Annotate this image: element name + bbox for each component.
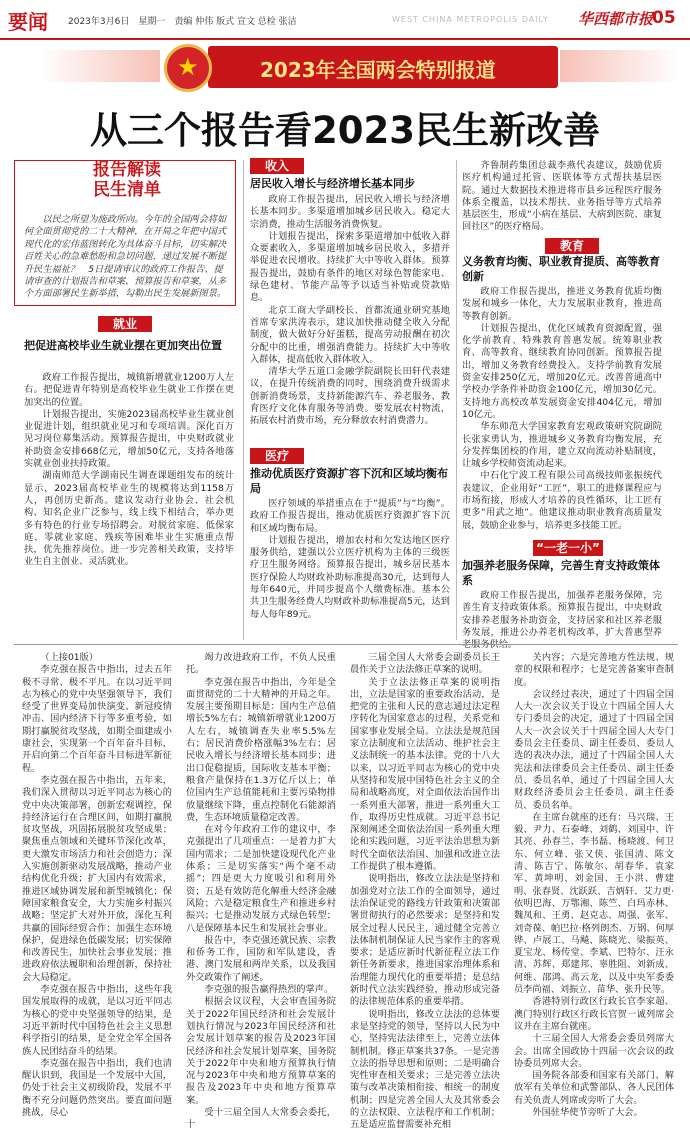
sidebar-intro: 以民之所望为施政所向。今年的全国两会将如何全面贯彻党的二十大精神，在开局之年把中国式现代化的宏伟蓝图转化为具体奋斗目标，切实解决百姓关心的急难愁盼和急切问题，递过发展不断提升民生福祉？ 5日提请审议的政府工作报告、提请审查的计划报告和草案、预算报告和草案，从多个方面部署民生新举措，勾勒出民生发展新图景。 — [24, 214, 227, 300]
english-masthead: WEST CHINA METROPOLIS DAILY — [392, 15, 549, 24]
subhead-jiuye: 把促进高校毕业生就业摆在更加突出位置 — [24, 339, 222, 352]
paragraph: 李克强在报告中指出，五年来，我们深入贯彻以习近平同志为核心的党中央决策部署，创新宏观调控，保持经济运行在合理区间，如期打赢脱贫攻坚战，巩固拓展脱贫攻坚成果；聚焦重点领域和关键环节深化改革，更大激发市场活力和社会创造力；深入实施创新驱动发展战略，推动产业结构优化升级；扩大国内有效需求，推进区域协调发展和新型城镇化；保障国家粮食安全，大力实施乡村振兴战略；坚定扩大对外开放，深化互利共赢的国际经贸合作；加强生态环境保护，促进绿色低碳发展；切实保障和改善民生，加快社会事业发展；推进政府依法履职和治理创新，保持社会大局稳定。 — [22, 774, 172, 983]
paragraph: 李克强的报告赢得热烈的掌声。 — [204, 984, 334, 996]
column-divider — [243, 160, 244, 640]
paragraph: 说明指出，修改立法法的总体要求是坚持党的领导，坚持以人民为中心，坚持宪法法律至上，完善立法体制机制。修正草案共37条。一是完善立法的指导思想和原则；二是明确合宪性审查相关要求；三是完善立法决策与改革决策相衔接、相统一的制度机制；四是完善全国人大及其常委会的立法权限、立法程序和工作机制；五是适应监督需要补充相 — [350, 1008, 500, 1131]
article-yiliao-cont — [462, 160, 662, 236]
paragraph: 说明指出，修改立法法是坚持和加强党对立法工作的全面领导，通过法治保证党的路线方针政策和决策部署贯彻执行的必然要求；是坚持和发展全过程人民民主，通过健全完善立法体制机制保证人民当家作主的客观要求；是适应新时代新征程立法工作新任务新要求，推进国家治理体系和治理能力现代化的重要举措；是总结新时代立法实践经验，推动形成完备的法律规范体系的重要举措。 — [350, 873, 500, 1008]
subhead-jiaoyu: 义务教育均衡、职业教育提质、高等教育创新 — [462, 255, 660, 283]
paragraph: 政府工作报告提出，加强养老服务保障，完善生育支持政策体系。预算报告提出，中央财政安排养老服务补助资金，支持居家和社区养老服务发展，推进公办养老机构改革，扩大普惠型养 — [462, 590, 662, 638]
paragraph: 十三届全国人大常委会委员列席大会。出席全国政协十四届一次会议的政协委员列席大会。 — [514, 1033, 674, 1069]
special-report-banner — [208, 46, 558, 88]
paragraph: 竭力改进政府工作，不负人民重托。 — [186, 652, 336, 676]
banner-decoration-right — [560, 50, 680, 82]
paragraph: 计划报告提出，优化区域教育资源配置，强化学前教育、特殊教育普惠发展。统筹职业教育、高等教育、继续教育协同创新。预算报告提出，增加义务教育经费投入。支持学前教育发展资金安排250亿元，增加20亿元。改善普通高中学校办学条件补助资金100亿元，增加30亿元。支持地方高校改革发展资金安排404亿元，增加10亿元。 — [462, 322, 662, 420]
column-divider — [456, 160, 457, 640]
article-jiuye — [24, 372, 234, 634]
banner-decoration-left — [40, 50, 160, 82]
tag-jiuye: 就业 — [98, 316, 152, 332]
subhead-shouru: 居民收入增长与经济增长基本同步 — [250, 177, 415, 190]
main-headline: 从三个报告看2023民生新改善 — [90, 109, 600, 152]
article-yilao — [462, 590, 662, 636]
subhead-yiliao: 推动优质医疗资源扩容下沉和区域均衡布局 — [250, 467, 448, 495]
tag-yiliao: 医疗 — [250, 448, 304, 464]
issue-meta: 2023年3月6日 星期一 责编 仲伟 版式 宣文 总检 张洁 — [68, 17, 297, 27]
paragraph: 国务院各部委和国家有关部门、解放军有关单位和武警部队、各人民团体有关负责人列席或旁听了大会。 — [514, 1070, 674, 1106]
paragraph: 政府工作报告提出，居民收入增长与经济增长基本同步。多渠道增加城乡居民收入。稳定大宗消费，推动生活服务消费恢复。 — [250, 194, 450, 230]
paragraph: 报告中，李克强还就民族、宗教和侨务工作，国防和军队建设，香港、澳门发展和两岸关系，以及我国外交政策作了阐述。 — [186, 934, 336, 983]
paragraph: 华东师范大学国家教育宏观政策研究院副院长张家勇认为，推进城乡义务教育均衡发展，充分发挥集团校的作用，建立双向流动补贴制度，让城乡学校师资流动起来。 — [462, 421, 662, 470]
tag-shouru: 收入 — [250, 158, 304, 174]
paragraph: 医疗领域的举措重点在于“提质”与“均衡”。政府工作报告提出，推动优质医疗资源扩容下沉和区域均衡布局。 — [250, 498, 450, 534]
paragraph: 湖南师范大学湖南民生调查课题组发布的统计显示，2023届高校毕业生的规模将达到1158万人，再创历史新高。建议发动行业协会、社会机构、知名企业广泛参与，线上线下相结合，举办更多有特色的行业专场招聘会。对脱贫家庭、低保家庭、零就业家庭、残疾等困难毕业生实施重点帮扶，优先推荐岗位。进一步完善相关政策，支持毕业生自主创业、灵活就业。 — [24, 470, 234, 568]
article-yiliao — [250, 498, 450, 636]
paragraph: 在主席台就座的还有：马兴瑞、王毅、尹力、石泰峰、刘鹤、刘国中、许其亮、孙春兰、李书磊、杨晓渡、何卫东、何立峰、张又侠、张国清、陈文清、陈吉宁、陈敏尔、胡春华、袁家军、黄坤明、刘金国、王小洪、曹建明、张春贤、沈跃跃、吉炳轩、艾力更·依明巴海、万鄂湘、陈竺、白玛赤林、魏凤和、王勇、赵克志、周强、张军、刘奇葆、帕巴拉·格列朗杰、万钢、何厚铧、卢展工、马飚、陈晓光、梁振英、夏宝龙、杨传堂、李斌、巴特尔、汪永清、苏辉、郑建邦、辜胜阻、刘新成、何维、邵鸿、高云龙，以及中央军委委员李尚福、刘振立、苗华、张升民等。 — [514, 811, 674, 996]
paragraph: 香港特别行政区行政长官李家超、澳门特别行政区行政长官贺一诚列席会议并在主席台就座。 — [514, 996, 674, 1032]
article-lower-col4 — [514, 652, 674, 1118]
paragraph: 外国驻华使节旁听了大会。 — [532, 1106, 643, 1118]
paragraph: 会议经过表决，通过了十四届全国人大一次会议关于设立十四届全国人大专门委员会的决定，通过了十四届全国人大一次会议关于十四届全国人大专门委员会主任委员、副主任委员、委员人选的表决办法，通过了十四届全国人大宪法和法律委员会主任委员、副主任委员、委员名单，通过了十四届全国人大财政经济委员会主任委员、副主任委员、委员名单。 — [514, 688, 674, 811]
paragraph: 李克强在报告中指出，我们也清醒认识到，我国是一个发展中大国，仍处于社会主义初级阶段，发展不平衡不充分问题仍然突出。要直面问题挑战，尽心 — [22, 1057, 172, 1118]
paragraph: 齐鲁制药集团总裁李燕代表建议，鼓励优质医疗机构通过托管、医联体等方式帮扶基层医院。通过大数据技术推进将市县乡远程医疗服务体系全覆盖，以技术帮扶、业务指导等方式培养基层医生，形成“小病在基层、大病到医院、康复回社区”的医疗格局。 — [462, 160, 662, 233]
newspaper-logo: 华西都市报 — [578, 10, 654, 28]
page-header — [0, 0, 690, 40]
section-divider — [14, 644, 678, 645]
article-shouru — [250, 194, 450, 446]
paragraph: 中石化宁波工程有限公司高级技师张振统代表建议，企业用好“工匠”，职工的进修课程应与市场衔接，形成人才培养的良性循环，让工匠有更多“用武之地”。他建议推动职业教育高质量发展，鼓励企业参与，培养更多技能工匠。 — [462, 470, 662, 531]
paragraph: 政府工作报告提出，城镇新增就业1200万人左右。把促进青年特别是高校毕业生就业工作摆在更加突出的位置。 — [24, 372, 234, 408]
paragraph: 受十三届全国人大常委会委托，十 — [186, 1106, 336, 1131]
emblem-icon: ★ — [164, 44, 212, 92]
paragraph: 三届全国人大常委会副委员长王晨作关于立法法修正草案的说明。 — [350, 652, 500, 676]
section-title: 要闻 — [8, 10, 48, 34]
tag-jiaoyu: 教育 — [545, 238, 599, 254]
paragraph: 计划报告提出，增加农村和欠发达地区医疗服务供给，建强以公立医疗机构为主体的三级医疗卫生服务网络。预算报告提出，城乡居民基本医疗保险人均财政补助标准提高30元，达到每人每年640元，并同步提高个人缴费标准。基本公共卫生服务经费人均财政补助标准提高5元，达到每人每年89元。 — [250, 534, 450, 620]
paragraph: 关于立法法修正草案的说明指出，立法是国家的重要政治活动，是把党的主张和人民的意志通过法定程序转化为国家意志的过程，关系党和国家事业发展全局。立法法是规范国家立法制度和立法活动、维护社会主义法制统一的基本法律。党的十八大以来，以习近平同志为核心的党中央从坚持和发展中国特色社会主义的全局和战略高度，对全面依法治国作出一系列重大部署，推进一系列重大工作，取得历史性成就。习近平总书记深刻阐述全面依法治国一系列重大理论和实践问题，习近平法治思想为新时代全面依法治国、加强和改进立法工作提供了根本遵循。 — [350, 676, 500, 873]
paragraph: 政府工作报告提出，推进义务教育优质均衡发展和城乡一体化，大力发展职业教育，推进高等教育创新。 — [462, 286, 662, 322]
paragraph: 关内容；六是完善地方性法规、规章的权限和程序；七是完善备案审查制度。 — [514, 652, 674, 688]
paragraph: 根据会议议程，大会审查国务院关于2022年国民经济和社会发展计划执行情况与2023年国民经济和社会发展计划草案的报告及2023年国民经济和社会发展计划草案，国务院关于2022年中央和地方预算执行情况与2023年中央和地方预算草案的报告及2023年中央和地方预算草案。 — [186, 996, 336, 1106]
paragraph: 计划报告提出，探索多渠道增加中低收入群众要素收入，多渠道增加城乡居民收入，多措并举促进农民增收。持续扩大中等收入群体。预算报告提出，鼓励有条件的地区对绿色智能家电、绿色建材、节能产品等予以适当补贴或贷款贴息。 — [250, 230, 450, 304]
paragraph: 李克强在报告中指出，过去五年极不寻常、极不平凡。在以习近平同志为核心的党中央坚强领导下，我们经受了世界变局加快演变、新冠疫情冲击、国内经济下行等多重考验，如期打赢脱贫攻坚战，如期全面建成小康社会，实现第一个百年奋斗目标，开启向第二个百年奋斗目标进军新征程。 — [22, 664, 172, 774]
paragraph: （上接01版） — [40, 652, 99, 663]
banner-text: 2023年全国两会特别报道 — [260, 58, 496, 82]
tag-yilao: “一老一小” — [533, 540, 603, 556]
paragraph: 李克强在报告中指出，这些年我国发展取得的成就，是以习近平同志为核心的党中央坚强领导的结果，是习近平新时代中国特色社会主义思想科学指引的结果，是全党全军全国各族人民团结奋斗的结果。 — [22, 984, 172, 1057]
article-lower-col1 — [22, 652, 172, 1118]
paragraph: 李克强在报告中指出，今年是全面贯彻党的二十大精神的开局之年。发展主要预期目标是：国内生产总值增长5%左右；城镇新增就业1200万人左右，城镇调查失业率5.5%左右；居民消费价格涨幅3%左右；居民收入增长与经济增长基本同步；进出口促稳提质，国际收支基本平衡；粮食产量保持在1.3万亿斤以上；单位国内生产总值能耗和主要污染物排放量继续下降，重点控制化石能源消费，生态环境质量稳定改善。 — [186, 676, 336, 823]
paragraph: 计划报告提出，实施2023届高校毕业生就业创业促进计划，组织就业见习和专项培训。深化百万见习岗位募集活动。预算报告提出，中央财政就业补助资金安排668亿元，增加50亿元，支持各地落实就业创业扶持政策。 — [24, 408, 234, 470]
paragraph: 在对今年政府工作的建议中，李克强提出了几项重点：一是着力扩大国内需求；二是加快建设现代化产业体系；三是切实落实“两个毫不动摇”；四是更大力度吸引和利用外资；五是有效防范化解重大经济金融风险；六是稳定粮食生产和推进乡村振兴；七是推动发展方式绿色转型；八是保障基本民生和发展社会事业。 — [186, 824, 336, 934]
article-lower-col2 — [186, 652, 336, 1131]
article-lower-col3 — [350, 652, 500, 1131]
page-number: 05 — [652, 8, 676, 28]
paragraph: 北京工商大学副校长、首都流通业研究基地首席专家洪涛表示，建议加快推动健全收入分配制度，做大做好分好蛋糕，提高劳动报酬在初次分配中的比重，增强消费能力。持续扩大中等收入群体，提高低收入群体收入。 — [250, 304, 450, 365]
article-jiaoyu — [462, 286, 662, 534]
paragraph: 清华大学五道口金融学院副院长田轩代表建议，在提升传统消费的同时，围绕消费升级需求创新消费场景，支持新能源汽车、养老服务、教育医疗文化体育服务等消费。要发展农村物流，拓展农村消费市场，充分释放农村消费潜力。 — [250, 366, 450, 427]
subhead-yilao: 加强养老服务保障，完善生育支持政策体系 — [462, 559, 660, 587]
sidebar-title: 报告解读 民生清单 — [93, 160, 161, 200]
